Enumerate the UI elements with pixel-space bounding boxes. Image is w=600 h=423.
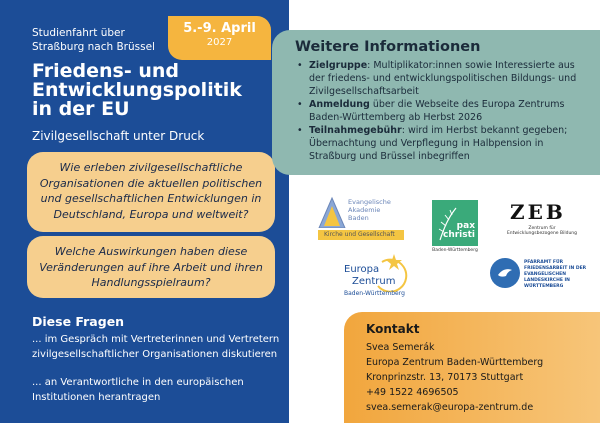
info-list (295, 59, 588, 163)
info-box (272, 30, 600, 175)
ez-line-1: Europa (344, 264, 380, 275)
logo-pfarramt-friedensarbeit[interactable] (490, 256, 590, 292)
question-box-2: Welche Auswirkungen haben diese Veränderungen auf ihre Arbeit und ihren Handlungsspielraum? (27, 236, 275, 298)
title-line: in der EU (32, 98, 130, 120)
trip-kicker (32, 26, 182, 54)
contact-name: Svea Semerák (366, 342, 435, 353)
logo-pax-christi[interactable] (432, 200, 478, 256)
pf-text: PFARRAMT FÜR FRIEDENSARBEIT IN DER EVANGELISCHEN LANDESKIRCHE IN WÜRTTEMBERG (524, 260, 587, 289)
bullet-icon: • (297, 99, 303, 110)
title-line: Friedens- und (32, 60, 180, 82)
info-heading: Weitere Informationen (295, 39, 481, 55)
contact-email[interactable]: svea.semerak@europa-zentrum.de (366, 402, 534, 413)
fragen-line-1: ... im Gespräch mit Vertreterinnen und Vertretern zivilgesellschaftlicher Organisationen diskutieren (32, 334, 280, 360)
kicker-line: Studienfahrt über (32, 27, 125, 39)
contact-heading: Kontakt (366, 322, 420, 336)
logo-zeb[interactable] (502, 200, 582, 234)
pax-sub: Baden-Württemberg (432, 248, 478, 253)
logo-europa-zentrum[interactable] (338, 252, 410, 302)
info-label: Teilnahmegebühr (309, 125, 402, 136)
fragen-line-2: ... an Verantwortliche in den europäischen Institutionen herantragen (32, 377, 244, 403)
page-subtitle: Zivilgesellschaft unter Druck (32, 129, 205, 143)
date-year: 2027 (206, 37, 233, 48)
contact-org: Europa Zentrum Baden-Württemberg (366, 357, 544, 368)
zeb-word: ZEB (510, 200, 566, 224)
eaa-text (348, 198, 391, 222)
zeb-sub: Zentrum für Entwicklungsbezogene Bildung (506, 226, 578, 236)
dove-icon (490, 258, 520, 288)
info-label: Zielgruppe (309, 60, 368, 71)
question-box-1: Wie erleben zivilgesellschaftliche Organisationen die aktuellen politischen und gesellschaftlichen Entwicklungen in Deutschland, Europa und weltweit? (27, 152, 275, 232)
info-text: über die Webseite des Europa Zentrums Baden-Württemberg ab Herbst 2026 (309, 99, 565, 123)
kicker-line: Straßburg nach Brüssel (32, 41, 155, 53)
eaa-band: Kirche und Gesellschaft (318, 230, 404, 240)
eaa-line: Evangelische (348, 198, 391, 206)
contact-address: Kronprinzstr. 13, 70173 Stuttgart (366, 372, 524, 383)
pax-line: pax (456, 221, 475, 231)
info-text: : wird im Herbst bekannt gegeben; Übernachtung und Verpflegung in Halbpension in Straßburg und Brüssel inbegriffen (309, 125, 568, 162)
eaa-line: Baden (348, 214, 369, 222)
info-text: : Multiplikator:innen sowie Interessierte aus der friedens- und entwicklungspolitischen Bildungs- und Zivilgesellschaftsarbeit (309, 60, 577, 97)
ez-line-2: Zentrum (352, 276, 396, 287)
date-badge (168, 16, 271, 60)
ez-line-3: Baden-Württemberg (344, 290, 405, 297)
contact-phone[interactable]: +49 1522 4696505 (366, 387, 459, 398)
title-line: Entwicklungspolitik (32, 79, 242, 101)
pax-word (443, 222, 475, 240)
bullet-icon: • (297, 60, 303, 71)
info-item-zielgruppe (295, 59, 588, 98)
info-item-gebuehr (295, 124, 588, 163)
info-item-anmeldung (295, 98, 588, 124)
left-panel (0, 0, 289, 423)
fragen-heading: Diese Fragen (32, 314, 125, 329)
eaa-line: Akademie (348, 206, 381, 214)
bullet-icon: • (297, 125, 303, 136)
triangle-logo-icon (318, 196, 346, 228)
pax-line: christi (442, 230, 475, 240)
pax-box (432, 200, 478, 246)
contact-box (344, 312, 600, 423)
logo-evangelische-akademie[interactable] (318, 196, 404, 240)
date-range: 5.-9. April (183, 21, 256, 36)
info-label: Anmeldung (309, 99, 370, 110)
page-title (32, 62, 272, 119)
dove-circle-logo-icon (490, 258, 520, 288)
